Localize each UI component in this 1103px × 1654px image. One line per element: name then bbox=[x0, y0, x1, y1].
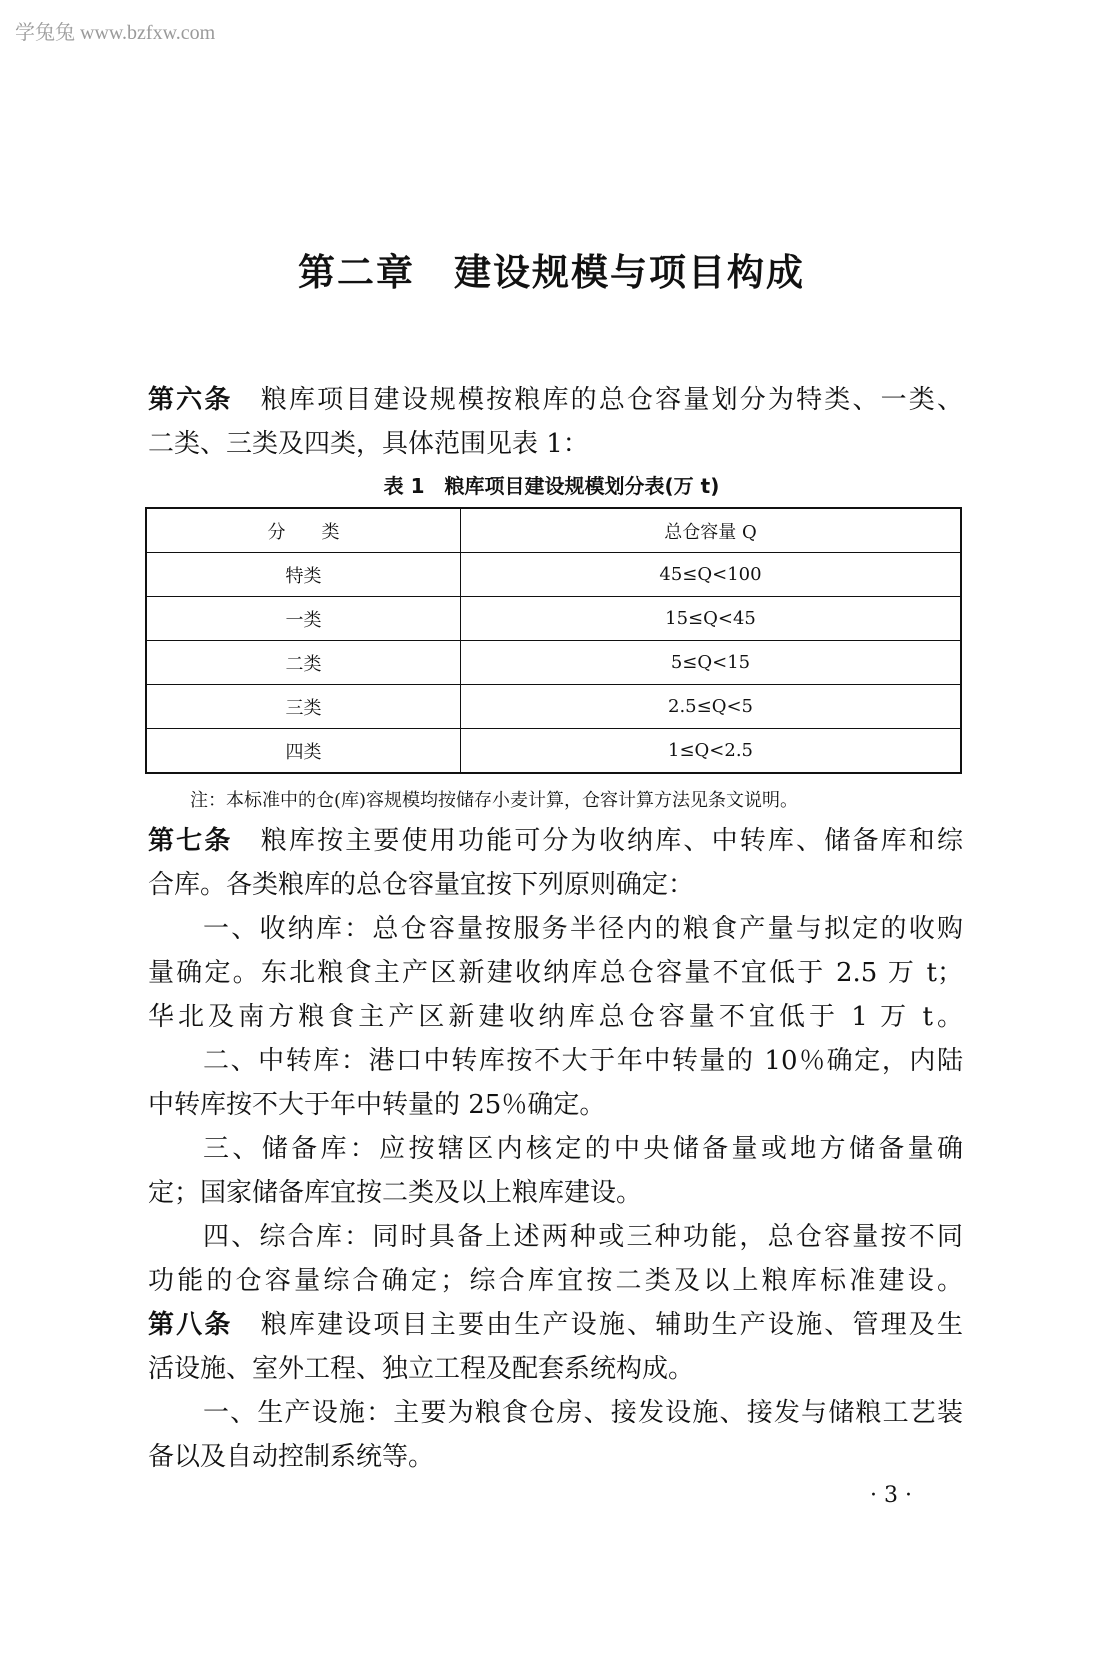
page-number: · 3 · bbox=[870, 1483, 912, 1508]
table-caption: 表 1 粮库项目建设规模划分表(万 t) bbox=[383, 474, 720, 498]
chapter-title: 第二章 建设规模与项目构成 bbox=[298, 251, 805, 294]
table-row: 特类 45≤Q<100 bbox=[146, 553, 961, 597]
article-label: 第八条 bbox=[148, 1310, 233, 1340]
table-row: 二类 5≤Q<15 bbox=[146, 641, 961, 685]
table-row: 一类 15≤Q<45 bbox=[146, 597, 961, 641]
articles-7-8: 第七条 粮库按主要使用功能可分为收纳库、中转库、储备库和综 合库。各类粮库的总仓容量宜按下列原则确定： 一、收纳库：总仓容量按服务半径内的粮食产量与拟定的收购 量确定。东北粮食主产区新建收纳库总仓容量不宜低于 2.5 万 t； 华北及南方粮食主产区新建收纳库总仓容量不宜低于 1 万 t。 二、中转库：港口中转库按不大于年中转量的 10％确定，内陆 中转库按不大于年中转量的 25％确定。 三、储备库：应按辖区内核定的中央储备量或地方储备量确 定；国家储备库宜按二类及以上粮库建设。 四、综合库：同时具备上述两种或三种功能，总仓容量按不同 功能的仓容量综合确定；综合库宜按二类及以上粮库标准建设。 第八条 粮库建设项目主要由生产设施、辅助生产设施、管理及生 活设施、室外工程、独立工程及配套系统构成。 一、生产设施：主要为粮食仓房、接发设施、接发与储粮工艺装 备以及自动控制系统等。 bbox=[148, 826, 963, 1472]
table-row: 三类 2.5≤Q<5 bbox=[146, 685, 961, 729]
table-header-row: 分 类 总仓容量 Q bbox=[146, 508, 961, 553]
article-label: 第七条 bbox=[148, 826, 233, 856]
watermark: 学兔兔 www.bzfxw.com bbox=[15, 22, 216, 44]
article-label: 第六条 bbox=[148, 385, 233, 415]
table-row: 四类 1≤Q<2.5 bbox=[146, 729, 961, 774]
scale-table bbox=[145, 507, 962, 774]
table-note: 注：本标准中的仓(库)容规模均按储存小麦计算，仓容计算方法见条文说明。 bbox=[190, 790, 799, 811]
article-6: 第六条 粮库项目建设规模按粮库的总仓容量划分为特类、一类、 二类、三类及四类，具体范围见表 1： bbox=[148, 385, 963, 459]
